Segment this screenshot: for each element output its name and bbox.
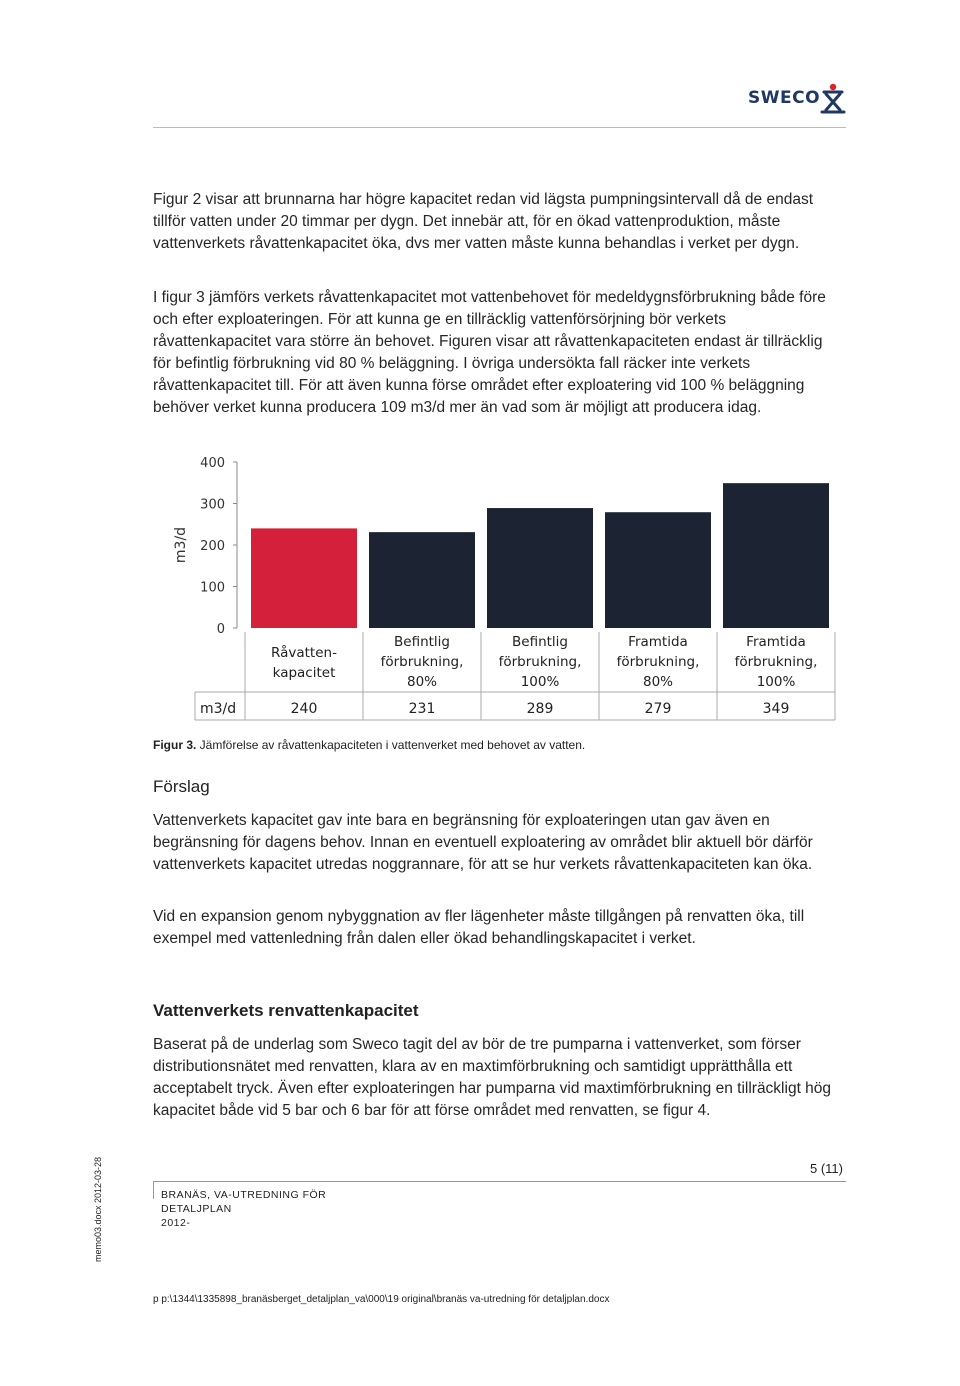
caption-label: Figur 3. — [153, 738, 197, 752]
x-category-label: förbrukning, — [734, 654, 818, 670]
y-axis-label: m3/d — [173, 526, 189, 564]
x-category-label: Befintlig — [512, 634, 568, 650]
sweco-logo-text: SWECO — [748, 88, 821, 108]
bar-2 — [369, 532, 475, 628]
side-doc-stamp: memo03.docx 2012-03-28 — [93, 1156, 103, 1262]
x-category-label: förbrukning, — [498, 654, 582, 670]
chart-figur3 — [150, 452, 840, 732]
page-number: 5 (11) — [810, 1161, 843, 1176]
footer-project — [161, 1188, 326, 1230]
bar-3 — [487, 508, 593, 628]
data-value-label: 289 — [526, 701, 554, 717]
heading-forslag: Förslag — [153, 777, 210, 796]
x-category-label: 100% — [520, 674, 560, 690]
footer-divider — [153, 1181, 846, 1182]
paragraph-brunnar: Figur 2 visar att brunnarna har högre kapacitet redan vid lägsta pumpningsintervall då de endast tillför vatten under 20 timmar per dygn. Det innebär att, för en ökad vattenproduktion, måste vattenverkets råvattenkapacitet öka, dvs mer vatten måste kunna behandlas i verket per dygn. — [153, 191, 814, 252]
sweco-figure-icon — [818, 82, 848, 116]
paragraph-figur3: I figur 3 jämförs verkets råvattenkapacitet mot vattenbehovet för medeldygnsförbrukning både före och efter exploateringen. För att kunna ge en tillräcklig vattenförsörjning bör verkets råvattenkapacitet vara större än behovet. Figuren visar att råvattenkapaciteten endast är tillräcklig för befintlig förbrukning vid 80 % beläggning. I övriga undersökta fall räcker inte verkets råvattenkapacitet till. För att även kunna förse området efter exploatering vid 100 % beläggning behöver verket kunna producera 109 m3/d mer än vad som är möjligt att producera idag. — [153, 289, 826, 416]
x-category-label: 80% — [406, 674, 438, 690]
x-category-label: Framtida — [628, 634, 688, 650]
x-category-label: Framtida — [746, 634, 806, 650]
y-tick-label: 300 — [200, 497, 225, 513]
footer-file-path: p p:\1344\1335898_branäsberget_detaljplan_va\000\19 original\branäs va-utredning för detaljplan.docx — [153, 1294, 610, 1305]
bar-1 — [251, 528, 357, 628]
data-value-label: 231 — [408, 701, 436, 717]
x-category-label: 80% — [642, 674, 674, 690]
y-tick-label: 100 — [200, 580, 225, 596]
table-row-label: m3/d — [200, 701, 237, 717]
data-value-label: 349 — [762, 701, 790, 717]
x-category-label: Råvatten- — [271, 645, 337, 661]
y-tick-label: 200 — [200, 539, 225, 554]
paragraph-forslag-1: Vattenverkets kapacitet gav inte bara en begränsning för exploateringen utan gav även en begränsning för dagens behov. Innan en eventuell exploatering av området blir aktuell bör därför vattenverkets kapacitet utredas noggrannare, för att se hur verkets råvattenkapaciteten kan öka. — [153, 812, 813, 873]
x-category-label: 100% — [756, 674, 796, 690]
heading-renvatten: Vattenverkets renvattenkapacitet — [153, 1001, 419, 1020]
bar-5 — [723, 483, 829, 628]
footer-project-line3: 2012- — [161, 1217, 191, 1229]
y-tick-label: 400 — [200, 456, 225, 471]
footer-project-line2: DETALJPLAN — [161, 1203, 232, 1215]
data-value-label: 240 — [290, 701, 318, 717]
data-value-label: 279 — [644, 701, 672, 717]
x-category-label: kapacitet — [272, 665, 336, 681]
header-divider — [153, 127, 846, 128]
paragraph-forslag-2: Vid en expansion genom nybyggnation av fler lägenheter måste tillgången på renvatten öka, till exempel med vattenledning från dalen eller ökad behandlingskapacitet i verket. — [153, 908, 805, 947]
caption-text: Jämförelse av råvattenkapaciteten i vattenverket med behovet av vatten. — [196, 738, 586, 752]
x-category-label: förbrukning, — [380, 654, 464, 670]
x-category-label: Befintlig — [394, 634, 450, 650]
x-category-label: förbrukning, — [616, 654, 700, 670]
paragraph-renvatten: Baserat på de underlag som Sweco tagit del av bör de tre pumparna i vattenverket, som förser distributionsnätet med renvatten, klara av en maxtimförbrukning och samtidigt upprätthålla ett acceptabelt tryck. Även efter exploateringen har pumparna vid maxtimförbrukning en tillräckligt hög kapacitet både vid 5 bar och 6 bar för att förse området med renvatten, se figur 4. — [153, 1036, 832, 1119]
chart-svg — [150, 452, 840, 732]
y-tick-label: 0 — [216, 622, 225, 637]
footer-project-line1: BRANÄS, VA-UTREDNING FÖR — [161, 1189, 327, 1201]
bar-4 — [605, 512, 711, 628]
figure-caption — [153, 738, 585, 752]
footer-vertical-divider — [153, 1181, 154, 1199]
